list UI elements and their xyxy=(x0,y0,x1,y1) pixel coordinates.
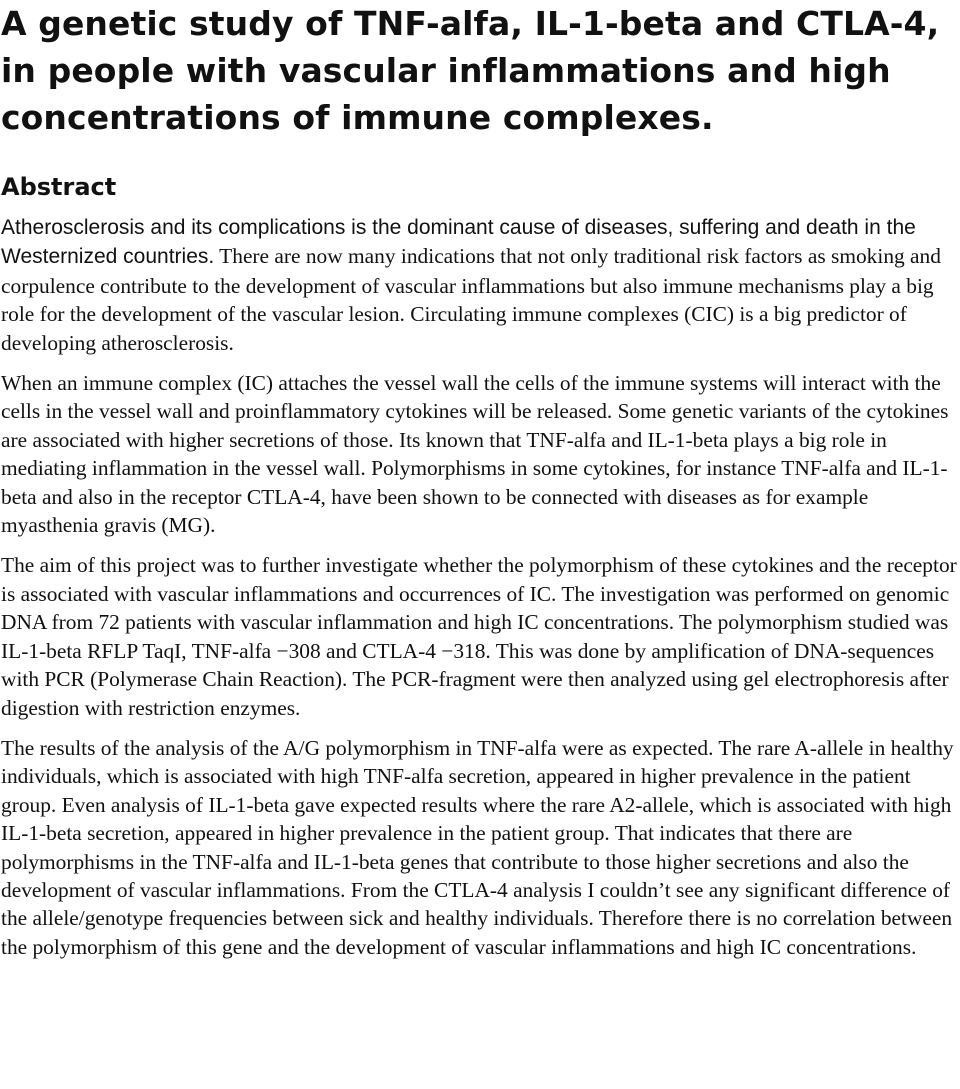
abstract-paragraph-4: The results of the analysis of the A/G polymorphism in TNF-alfa were as expected. The rare A-allele in healthy individuals, which is associated with high TNF-alfa secretion, appeared in higher prevalence in the patient group. Even analysis of IL-1-beta gave expected results where the rare A2-allele, which is associated with high IL-1-beta secretion, appeared in higher prevalence in the patient group. That indicates that there are polymorphisms in the TNF-alfa and IL-1-beta genes that contribute to those higher secretions and also the development of vascular inflammations. From the CTLA-4 analysis I couldn’t see any significant difference of the allele/genotype frequencies between sick and healthy individuals. Therefore there is no correlation between the polymorphism of this gene and the development of vascular inflammations and high IC concentrations. xyxy=(1,735,954,959)
abstract-heading: Abstract xyxy=(1,173,117,201)
abstract-paragraph-3: The aim of this project was to further investigate whether the polymorphism of these cytokines and the receptor is associated with vascular inflammations and occurrences of IC. The investigation was performed on genomic DNA from 72 patients with vascular inflammation and high IC concentrations. The polymorphism studied was IL-1-beta RFLP TaqI, TNF-alfa −308 and CTLA-4 −318. This was done by amplification of DNA-sequences with PCR (Polymerase Chain Reaction). The PCR-fragment were then analyzed using gel electrophoresis after digestion with restriction enzymes. xyxy=(1,553,957,720)
abstract-paragraph-1 xyxy=(0,213,959,357)
paper-title: A genetic study of TNF-alfa, IL-1-beta and CTLA-4, in people with vascular inflammations and high concentrations of immune complexes. xyxy=(1,4,940,137)
abstract-paragraph-1-body: There are now many indications that not only traditional risk factors as smoking and corpulence contribute to the development of vascular inflammations but also immune mechanisms play a big role for the development of the vascular lesion. Circulating immune complexes (CIC) is a big predictor of developing atherosclerosis. xyxy=(1,244,941,355)
abstract-paragraph-1-lead: Atherosclerosis and its complications is the dominant cause of diseases, suffering and death in the Westernized countries. xyxy=(1,216,916,269)
abstract-paragraph-2: When an immune complex (IC) attaches the vessel wall the cells of the immune systems will interact with the cells in the vessel wall and proinflammatory cytokines will be released. Some genetic variants of the cytokines are associated with higher secretions of those. Its known that TNF-alfa and IL-1-beta plays a big role in mediating inflammation in the vessel wall. Polymorphisms in some cytokines, for instance TNF-alfa and IL-1-beta and also in the receptor CTLA-4, have been shown to be connected with diseases as for example myasthenia gravis (MG). xyxy=(1,371,949,538)
